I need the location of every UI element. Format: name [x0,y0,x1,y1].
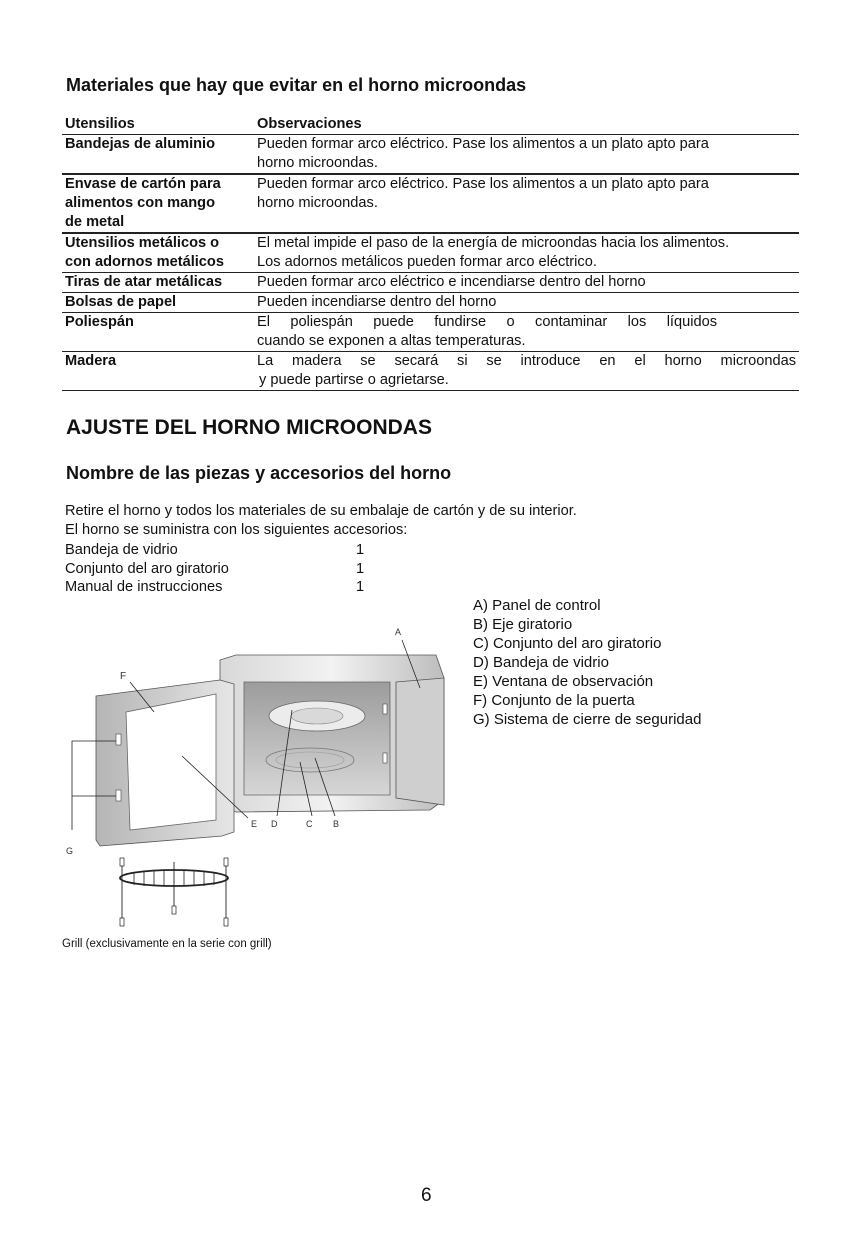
observation-cell [254,233,799,273]
label-c: C [306,819,313,829]
accessory-qty: 1 [356,542,365,558]
legend-item: B) Eje giratorio [473,616,573,633]
utensil-cell [62,233,254,273]
accessory-name: Manual de instrucciones [65,579,223,595]
col-header-utensils: Utensilios [62,115,254,135]
col-header-observations: Observaciones [254,115,799,135]
observation-cell [254,313,799,352]
intro-text [65,502,577,539]
observation-cell [254,352,799,391]
list-item [65,560,375,579]
observation-line: y puede partirse o agrietarse. [259,372,449,388]
parts-subtitle: Nombre de las piezas y accesorios del horno [66,463,452,483]
utensil-cell: Bandejas de aluminio [62,135,254,175]
list-item [65,578,375,597]
list-item [65,541,375,560]
observation-line: El metal impide el paso de la energía de microondas hacia los alimentos. [257,235,730,251]
table-row [62,174,799,233]
observation-line: La madera se secará si se introduce en el horno microondas [257,353,796,369]
label-a: A [395,627,402,637]
observation-line: Pueden formar arco eléctrico. Pase los alimentos a un plato apto para [257,136,709,152]
observation-line: cuando se exponen a altas temperaturas. [257,333,526,349]
observation-cell: Pueden incendiarse dentro del horno [254,293,799,313]
page-number: 6 [421,1185,432,1206]
table-row [62,293,799,313]
table-row [62,233,799,273]
parts-legend [473,596,701,729]
observation-line: Los adornos metálicos pueden formar arco eléctrico. [257,254,597,270]
label-b: B [333,819,340,829]
table-row [62,273,799,293]
utensil-line: con adornos metálicos [65,254,224,270]
accessory-name: Bandeja de vidrio [65,542,178,558]
utensil-cell: Bolsas de papel [62,293,254,313]
observation-line: El poliespán puede fundirse o contaminar los líquidos [257,314,717,330]
observation-line: horno microondas. [257,155,378,171]
utensil-cell: Tiras de atar metálicas [62,273,254,293]
accessory-name: Conjunto del aro giratorio [65,560,229,577]
materials-table [62,115,799,391]
table-row [62,352,799,391]
legend-item: A) Panel de control [473,597,601,614]
utensil-line: de metal [65,214,125,230]
observation-cell [254,135,799,175]
utensil-line: alimentos con mango [65,195,216,211]
setup-title: AJUSTE DEL HORNO MICROONDAS [66,416,432,439]
accessory-qty: 1 [356,560,365,577]
intro-line: El horno se suministra con los siguientes accesorios: [65,521,408,538]
microwave-diagram [40,600,460,940]
observation-cell [254,174,799,233]
label-d: D [271,819,278,829]
utensil-cell: Poliespán [62,313,254,352]
label-g: G [66,846,74,856]
grill-caption: Grill (exclusivamente en la serie con grill) [62,938,272,950]
legend-item: C) Conjunto del aro giratorio [473,635,662,652]
label-e: E [251,819,258,829]
label-f: F [120,671,127,682]
utensil-cell [62,174,254,233]
legend-item: D) Bandeja de vidrio [473,654,609,671]
accessories-list [65,541,375,597]
legend-item: E) Ventana de observación [473,673,654,690]
observation-line: horno microondas. [257,195,378,211]
table-row [62,313,799,352]
materials-title: Materiales que hay que evitar en el horno microondas [66,75,527,95]
utensil-line: Utensilios metálicos o [65,235,220,251]
table-row [62,135,799,175]
utensil-line: Envase de cartón para [65,176,221,192]
accessory-qty: 1 [356,579,365,595]
legend-item: F) Conjunto de la puerta [473,692,635,709]
observation-cell: Pueden formar arco eléctrico e incendiarse dentro del horno [254,273,799,293]
utensil-cell: Madera [62,352,254,391]
intro-line: Retire el horno y todos los materiales de su embalaje de cartón y de su interior. [65,503,577,519]
observation-line: Pueden formar arco eléctrico. Pase los alimentos a un plato apto para [257,176,709,192]
legend-item: G) Sistema de cierre de seguridad [473,711,702,728]
